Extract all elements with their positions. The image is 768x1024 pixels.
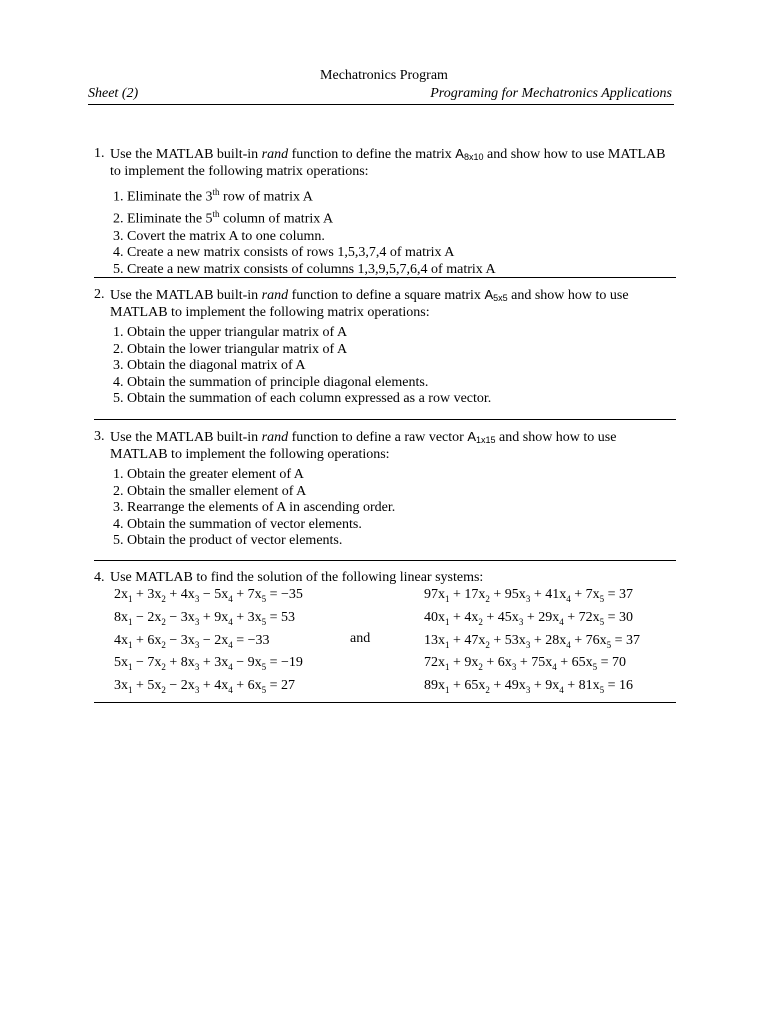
- list-item: 3. Obtain the diagonal matrix of A: [113, 358, 306, 374]
- program-title: Mechatronics Program: [320, 68, 448, 83]
- list-item: 4. Create a new matrix consists of rows 1,5,3,7,4 of matrix A: [113, 245, 455, 261]
- question-1-text: 1. Use the MATLAB built-in rand function to define the matrix A8x10 and show how to use MATLAB to implement the following matrix operations:: [94, 146, 666, 179]
- matrix-symbol: A8x10: [455, 146, 484, 162]
- divider: [94, 560, 676, 561]
- divider: [94, 419, 676, 420]
- equation: $89x_1 + 65x_2 + 49x_3 + 9x_4 + 81x_5 = 16$: [424, 678, 634, 695]
- equation: $2x_1 + 3x_2 + 4x_3 - 5x_4 + 7x_5 = -35$: [114, 587, 303, 604]
- equation: $72x_1 + 9x_2 + 6x_3 + 75x_4 + 65x_5 = 70$: [424, 655, 627, 673]
- list-item: 5. Obtain the summation of each column expressed as a row vector.: [113, 391, 492, 407]
- list-item: 1. Eliminate the 3th row of matrix A: [113, 187, 313, 205]
- equation: $13x_1 + 47x_2 + 53x_3 + 28x_4 + 76x_5 = 37$: [424, 632, 641, 650]
- equation: $3x_1 + 5x_2 - 2x_3 + 4x_4 + 6x_5 = 27$: [114, 678, 296, 695]
- question-3-number: 3.: [94, 429, 105, 444]
- question-1-number: 1.: [94, 146, 105, 161]
- matrix-symbol: A5x5: [484, 287, 508, 303]
- list-item: 2. Obtain the smaller element of A: [113, 483, 307, 499]
- course-title: Programing for Mechatronics Applications: [430, 86, 672, 101]
- linear-system-2: [424, 584, 640, 698]
- question-2-text: 2. Use the MATLAB built-in rand function to define a square matrix A5x5 and show how to use MATLAB to implement the following matrix operations:: [94, 287, 629, 320]
- question-2: [94, 287, 676, 408]
- list-item: 4. Obtain the summation of vector elements.: [113, 516, 362, 532]
- sheet-label: Sheet (2): [88, 86, 139, 101]
- equation: $97x_1 + 17x_2 + 95x_3 + 41x_4 + 7x_5 = 37$: [424, 587, 634, 604]
- question-3: [94, 429, 676, 550]
- list-item: 1. Obtain the upper triangular matrix of A: [113, 325, 348, 340]
- question-1-items: [113, 184, 676, 278]
- list-item: 4. Obtain the summation of principle diagonal elements.: [113, 374, 429, 390]
- linear-system-1: [114, 584, 303, 698]
- question-2-number: 2.: [94, 287, 105, 302]
- and-connector: and: [350, 631, 371, 646]
- list-item: 5. Obtain the product of vector elements.: [113, 533, 343, 549]
- question-3-text: 3. Use the MATLAB built-in rand function to define a raw vector A1x15 and show how to use MATLAB to implement the following operations:: [94, 429, 617, 462]
- question-4-text: 4. Use MATLAB to find the solution of the following linear systems:: [94, 570, 484, 585]
- list-item: 1. Obtain the greater element of A: [113, 467, 304, 482]
- list-item: 3. Rearrange the elements of A in ascending order.: [113, 500, 396, 516]
- list-item: 2. Eliminate the 5th column of matrix A: [113, 209, 334, 227]
- list-item: 5. Create a new matrix consists of columns 1,3,9,5,7,6,4 of matrix A: [113, 261, 496, 277]
- header-divider: [88, 104, 674, 105]
- vector-symbol: A1x15: [467, 429, 496, 445]
- equation: $8x_1 - 2x_2 - 3x_3 + 9x_4 + 3x_5 = 53$: [114, 609, 296, 627]
- question-3-items: [113, 467, 676, 550]
- divider: [94, 702, 676, 703]
- question-4-number: 4.: [94, 570, 105, 585]
- question-2-items: [113, 325, 676, 408]
- list-item: 3. Covert the matrix A to one column.: [113, 228, 325, 244]
- equation: $4x_1 + 6x_2 - 3x_3 - 2x_4 = -33$: [114, 632, 270, 650]
- equation: $5x_1 - 7x_2 + 8x_3 + 3x_4 - 9x_5 = -19$: [114, 655, 303, 673]
- divider: [94, 277, 676, 278]
- equation: $40x_1 + 4x_2 + 45x_3 + 29x_4 + 72x_5 = 30$: [424, 609, 634, 627]
- question-1: [94, 146, 676, 278]
- list-item: 2. Obtain the lower triangular matrix of A: [113, 341, 348, 357]
